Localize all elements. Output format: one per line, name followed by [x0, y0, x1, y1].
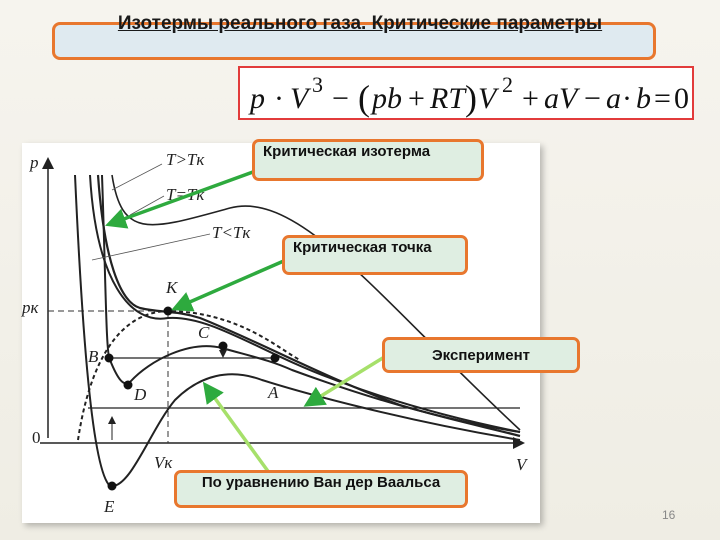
- critical-isotherm-label: Критическая изотерма: [263, 143, 431, 160]
- iso-above-label: T>Tк: [166, 150, 205, 169]
- label-leader-below: [92, 234, 210, 260]
- svg-text:): ): [465, 78, 477, 118]
- label-leader-above: [112, 164, 162, 190]
- van-der-waals-low-isotherm: [75, 175, 520, 486]
- svg-text:RT: RT: [430, 82, 466, 115]
- iso-equal-label: T=Tк: [166, 185, 205, 204]
- arrow-van-der-waals: [206, 386, 270, 474]
- saturation-curve: [78, 311, 300, 440]
- axis-p-label: p: [30, 153, 39, 172]
- svg-text:p: p: [250, 82, 265, 115]
- svg-text:3: 3: [312, 72, 323, 97]
- svg-text:a: a: [606, 82, 621, 115]
- svg-text:=: =: [654, 82, 671, 115]
- arrow-critical-point: [176, 260, 286, 308]
- isotherm-high: [112, 175, 520, 430]
- svg-text:−: −: [332, 82, 349, 115]
- slide-title: Изотермы реального газа. Критические параметры: [117, 13, 603, 34]
- svg-text:V: V: [290, 82, 309, 115]
- point-b: [105, 354, 114, 363]
- point-c: [219, 342, 228, 351]
- pk-label: pк: [22, 298, 39, 317]
- svg-text:0: 0: [674, 82, 689, 115]
- van-der-waals-label: По уравнению Ван дер Ваальса: [201, 474, 441, 491]
- page-number: 16: [662, 508, 676, 522]
- origin-label: 0: [32, 428, 41, 447]
- critical-isotherm: [98, 175, 520, 436]
- point-d-label: D: [134, 385, 147, 404]
- svg-text:+: +: [408, 82, 425, 115]
- svg-text:V: V: [478, 82, 497, 115]
- svg-text:·: ·: [274, 82, 284, 115]
- svg-text:aV: aV: [544, 82, 578, 115]
- point-k: [164, 307, 173, 316]
- experiment-label-box: [382, 337, 580, 373]
- svg-text:b: b: [636, 82, 651, 115]
- vk-label: Vк: [154, 453, 173, 472]
- van-der-waals-label-box: [174, 470, 468, 508]
- arrow-critical-isotherm: [110, 168, 264, 224]
- point-a-label: A: [268, 383, 279, 402]
- experiment-label: Эксперимент: [432, 347, 530, 364]
- point-e: [108, 482, 117, 491]
- svg-text:·: ·: [622, 82, 632, 115]
- point-d: [124, 381, 133, 390]
- svg-text:+: +: [522, 82, 539, 115]
- svg-text:pb: pb: [372, 82, 402, 115]
- point-c-label: C: [198, 323, 210, 342]
- point-e-label: E: [104, 497, 115, 516]
- critical-point-label: Критическая точка: [293, 239, 432, 256]
- critical-isotherm-label-box: [252, 139, 484, 181]
- point-a-high: [271, 354, 280, 363]
- svg-text:(: (: [358, 78, 370, 118]
- axis-v-label: V: [516, 455, 527, 474]
- point-b-label: B: [88, 347, 99, 366]
- iso-below-label: T<Tк: [212, 223, 251, 242]
- svg-text:2: 2: [502, 72, 513, 97]
- critical-point-label-box: [282, 235, 468, 275]
- svg-text:−: −: [584, 82, 601, 115]
- point-k-label: K: [166, 278, 178, 297]
